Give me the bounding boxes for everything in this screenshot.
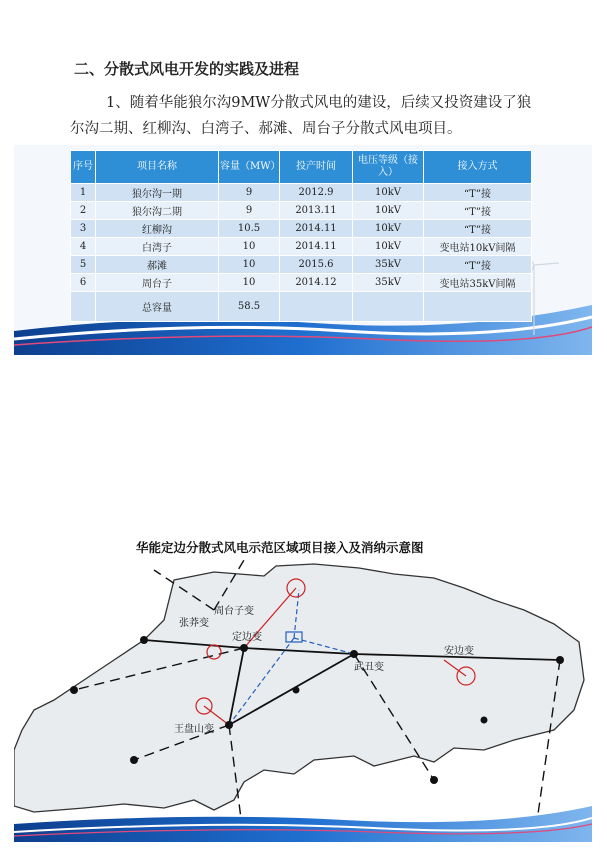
region-outline <box>14 564 584 812</box>
cell: 总容量 <box>96 292 219 322</box>
cell: 5 <box>71 256 96 274</box>
header-voltage: 电压等级（接入） <box>353 151 424 184</box>
table-total-row <box>71 292 532 322</box>
table-row <box>71 202 532 220</box>
station-label-wangpanshan: 王盘山变 <box>174 724 214 735</box>
cell: 红柳沟 <box>96 220 219 238</box>
station-label-dingbian: 定边变 <box>232 632 262 643</box>
table-row <box>71 238 532 256</box>
header-method: 接入方式 <box>424 151 532 184</box>
cell: 10kV <box>353 220 424 238</box>
cell: 10kV <box>353 184 424 202</box>
header-index: 序号 <box>71 151 96 184</box>
cell <box>280 292 353 322</box>
table-row <box>71 274 532 292</box>
cell <box>424 292 532 322</box>
cell: 3 <box>71 220 96 238</box>
cell: 白湾子 <box>96 238 219 256</box>
cell: 郝滩 <box>96 256 219 274</box>
cell: “T”接 <box>424 220 532 238</box>
project-table <box>70 150 532 322</box>
cell: 2012.9 <box>280 184 353 202</box>
cell: “T”接 <box>424 184 532 202</box>
header-date: 投产时间 <box>280 151 353 184</box>
header-project: 项目名称 <box>96 151 219 184</box>
station-label-anbian: 安边变 <box>444 646 474 657</box>
cell: 6 <box>71 274 96 292</box>
cell: 9 <box>219 202 280 220</box>
header-capacity: 容量（MW） <box>219 151 280 184</box>
station-label-zhangzhuang: 张莽变 <box>179 618 209 629</box>
map-title: 华能定边分散式风电示范区域项目接入及消纳示意图 <box>136 540 424 555</box>
cell: 35kV <box>353 274 424 292</box>
cell: 周台子 <box>96 274 219 292</box>
cell <box>353 292 424 322</box>
cell: 1 <box>71 184 96 202</box>
cell: 2014.11 <box>280 238 353 256</box>
cell: 10 <box>219 256 280 274</box>
cell: “T”接 <box>424 202 532 220</box>
station-label-wuji: 武丑变 <box>354 662 384 673</box>
cell: 变电站35kV间隔 <box>424 274 532 292</box>
cell: 10.5 <box>219 220 280 238</box>
table-row <box>71 184 532 202</box>
page-gap <box>0 360 607 530</box>
cell: 2015.6 <box>280 256 353 274</box>
cell: 变电站10kV间隔 <box>424 238 532 256</box>
cell: 10 <box>219 274 280 292</box>
cell: 9 <box>219 184 280 202</box>
cell: 4 <box>71 238 96 256</box>
cell <box>71 292 96 322</box>
cell: 58.5 <box>219 292 280 322</box>
cell: 10 <box>219 238 280 256</box>
cell: 2013.11 <box>280 202 353 220</box>
table-row <box>71 220 532 238</box>
station-label-zhoutaizi: 周台子变 <box>214 606 254 617</box>
table-row <box>71 256 532 274</box>
intro-paragraph: 1、随着华能狼尔沟9MW分散式风电的建设，后续又投资建设了狼尔沟二期、红柳沟、白湾子、郝滩、周台子分散式风电项目。 <box>70 95 532 137</box>
cell: 狼尔沟二期 <box>96 202 219 220</box>
table-header-row <box>71 151 532 184</box>
map-slide <box>14 530 592 842</box>
cell: 35kV <box>353 256 424 274</box>
cell: 2014.12 <box>280 274 353 292</box>
cell: 狼尔沟一期 <box>96 184 219 202</box>
cell: 10kV <box>353 238 424 256</box>
section-heading: 二、分散式风电开发的实践及进程 <box>74 60 300 78</box>
map-figure <box>14 530 592 842</box>
cell: “T”接 <box>424 256 532 274</box>
cell: 2014.11 <box>280 220 353 238</box>
cell: 2 <box>71 202 96 220</box>
cell: 10kV <box>353 202 424 220</box>
